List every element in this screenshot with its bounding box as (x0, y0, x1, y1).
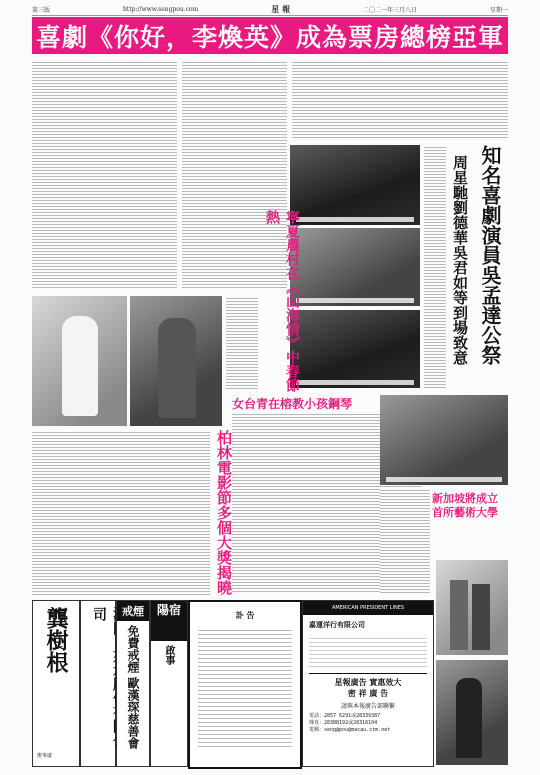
funeral-text (424, 145, 446, 390)
ad-apl-company: 嘉運洋行有限公司 (309, 620, 365, 629)
page-number: 第三版 (32, 7, 51, 14)
actor-photo (130, 296, 222, 426)
ad-funeral-body: 啟事 (163, 645, 174, 665)
ad-promo (309, 673, 427, 710)
issue-date: 二〇二一年三月八日 (363, 7, 418, 14)
ad-apl-brand: AMERICAN PRESIDENT LINES (303, 601, 433, 615)
actress-photo (32, 296, 127, 426)
ad-gong-name: 龔樹根 (43, 607, 69, 673)
site-url: http://www.sengpou.com (122, 6, 199, 13)
ad-smoke-title: 戒煙 (117, 601, 149, 621)
singapore-photo (380, 395, 508, 485)
couple-photo (436, 560, 508, 655)
funeral-subheadline: 周星馳劉德華吳君如等到場致意 (451, 155, 469, 365)
piano-headline: 女台青在榕教小孩鋼琴 (232, 397, 353, 411)
funeral-headline: 知名喜劇演員吳孟達公祭 (478, 145, 502, 365)
ad-smoke (116, 600, 150, 767)
berlin-text (32, 430, 210, 595)
ad-promo-contacts (309, 713, 427, 734)
ad-promo-line3: 請與本報廣告部聯繫 (340, 703, 395, 710)
ad-notice-title: 訃 告 (235, 610, 255, 620)
singapore-headline-line2: 首所藝術大學 (432, 506, 498, 519)
ningxia-headline: 寧夏農村在《山海情》中春節熱 (264, 210, 300, 392)
white-dress-figure (62, 316, 98, 416)
ad-promo-line1: 星報廣告 實惠效大 (334, 677, 402, 687)
masthead: 星 報 (271, 4, 291, 14)
page-header (32, 4, 508, 16)
main-headline-banner (32, 17, 508, 54)
article-text-right (292, 60, 508, 140)
ad-promo-email: 電郵：seng@pou@macau.ctm.net (309, 727, 391, 733)
singapore-headline-line1: 新加坡將成立 (432, 492, 498, 505)
berlin-headline: 柏林電影節多個大獎揭曉 (215, 430, 233, 595)
ad-notice (188, 600, 302, 769)
group-photo (436, 660, 508, 765)
main-headline: 喜劇《你好，李煥英》成為票房總榜亞軍 (35, 22, 504, 52)
ad-promo-fax: 傳真：28388192或28316104 (309, 720, 378, 726)
issue-weekday: 星期一 (489, 7, 508, 14)
ad-gong-sub: 辦事處 (37, 753, 53, 759)
ad-apl (302, 600, 434, 767)
ad-promo-line2: 密 祥 廣 告 (347, 688, 389, 698)
funeral-photo-1 (290, 145, 420, 225)
singapore-text (380, 488, 430, 593)
article-text-left (32, 60, 177, 290)
ad-smoke-body: 免費戒煙 歐漢琛慈善會 (126, 625, 140, 750)
ad-funeral (150, 600, 188, 767)
ad-apl-text (309, 635, 427, 667)
ningxia-text (226, 296, 258, 391)
ad-water-name: 司 (91, 607, 107, 621)
suit-figure (158, 318, 196, 418)
ad-funeral-title: 陽宿 (151, 601, 187, 641)
ad-notice-text (198, 627, 292, 747)
ad-promo-phone: 電話：2857 6291或28339387 (309, 713, 381, 719)
funeral-photo-2 (290, 228, 420, 306)
singapore-headline (432, 492, 498, 520)
ad-water (80, 600, 116, 767)
ad-gong (32, 600, 80, 767)
funeral-photo-3 (290, 310, 420, 388)
